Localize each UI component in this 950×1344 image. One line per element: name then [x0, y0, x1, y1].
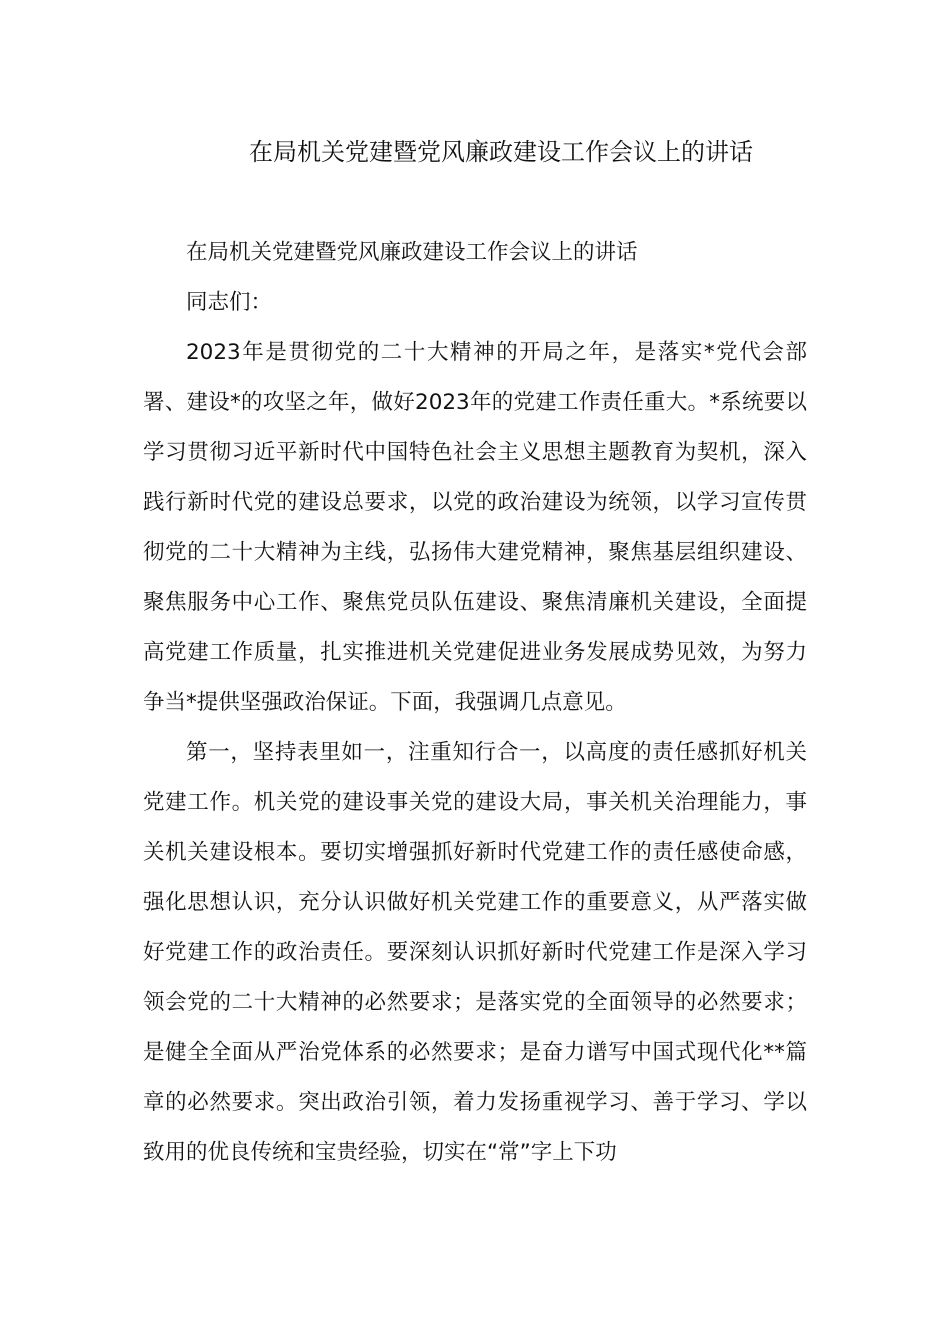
document-body [143, 228, 807, 1178]
paragraph-1: 2023年是贯彻党的二十大精神的开局之年，是落实*党代会部署、建设*的攻坚之年，做好2023年的党建工作责任重大。*系统要以学习贯彻习近平新时代中国特色社会主义思想主题教育为契机，深入践行新时代党的建设总要求，以党的政治建设为统领，以学习宣传贯彻党的二十大精神为主线，弘扬伟大建党精神，聚焦基层组织建设、聚焦服务中心工作、聚焦党员队伍建设、聚焦清廉机关建设，全面提高党建工作质量，扎实推进机关党建促进业务发展成势见效，为努力争当*提供坚强政治保证。下面，我强调几点意见。 [143, 340, 807, 715]
paragraph-2: 第一，坚持表里如一，注重知行合一，以高度的责任感抓好机关党建工作。机关党的建设事关党的建设大局，事关机关治理能力，事关机关建设根本。要切实增强抓好新时代党建工作的责任感使命感，强化思想认识，充分认识做好机关党建工作的重要意义，从严落实做好党建工作的政治责任。要深刻认识抓好新时代党建工作是深入学习领会党的二十大精神的必然要求；是落实党的全面领导的必然要求；是健全全面从严治党体系的必然要求；是奋力谱写中国式现代化**篇章的必然要求。突出政治引领，着力发扬重视学习、善于学习、学以致用的优良传统和宝贵经验，切实在“常”字上下功 [143, 740, 807, 1165]
greeting: 同志们： [186, 290, 273, 315]
document-subtitle: 在局机关党建暨党风廉政建设工作会议上的讲话 [186, 240, 638, 265]
document-title: 在局机关党建暨党风廉政建设工作会议上的讲话 [249, 138, 753, 166]
